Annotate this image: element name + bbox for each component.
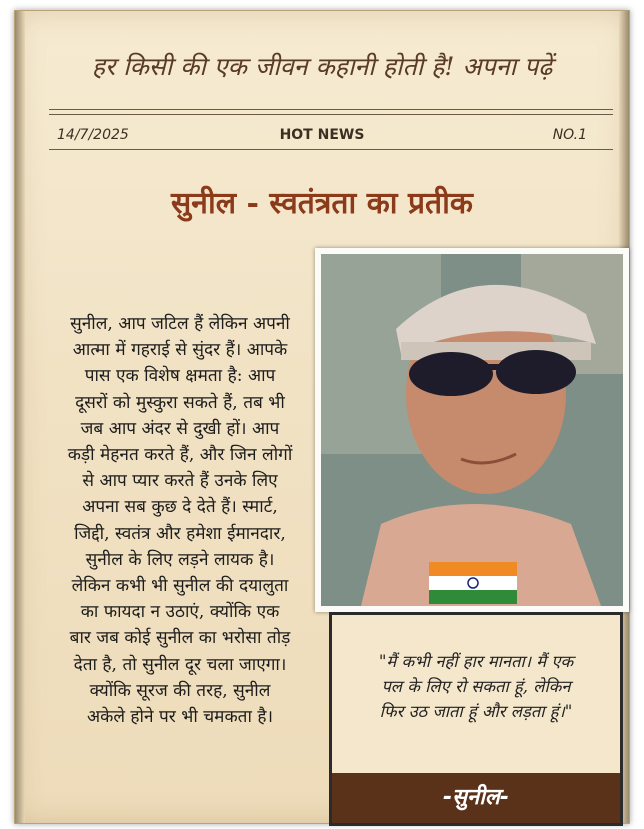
body-line: सुनील के लिए लड़ने लायक है। xyxy=(85,549,275,570)
body-line: आत्मा में गहराई से सुंदर हैं। आपके xyxy=(72,340,288,361)
quote-text xyxy=(338,649,614,724)
portrait-illustration xyxy=(321,254,623,606)
body-line: सुनील, आप जटिल हैं लेकिन अपनी xyxy=(70,314,290,334)
body-line: अकेले होने पर भी चमकता है। xyxy=(86,707,274,728)
portrait-photo xyxy=(315,248,629,612)
body-line: जब आप अंदर से दुखी हों। आप xyxy=(80,418,280,439)
body-line: अपना सब कुछ दे देते हैं। स्मार्ट, xyxy=(82,497,278,518)
quote-box xyxy=(329,612,623,826)
quote-line: फिर उठ जाता हूं और लड़ता हूं।" xyxy=(379,702,573,721)
body-line: पास एक विशेष क्षमता है: आप xyxy=(84,366,276,387)
top-rule xyxy=(49,109,613,110)
bottom-rule xyxy=(49,149,613,150)
body-line: देता है, तो सुनील दूर चला जाएगा। xyxy=(73,654,287,675)
article-body xyxy=(35,311,325,730)
body-line: जिद्दी, स्वतंत्र और हमेशा ईमानदार, xyxy=(74,523,286,544)
body-line: लेकिन कभी भी सुनील की दयालुता xyxy=(71,576,289,597)
body-line: कड़ी मेहनत करते हैं, और जिन लोगों xyxy=(67,445,293,466)
newspaper-page xyxy=(14,10,630,824)
top-rule-double xyxy=(49,114,613,115)
issue-number: NO.1 xyxy=(552,127,587,143)
section-label: HOT NEWS xyxy=(279,127,365,143)
body-line: क्योंकि सूरज की तरह, सुनील xyxy=(89,680,271,701)
signature: -सुनील- xyxy=(332,773,620,823)
quote-line: पल के लिए रो सकता हूं, लेकिन xyxy=(381,677,571,696)
body-line: से आप प्यार करते हैं उनके लिए xyxy=(82,471,278,492)
article-title: सुनील - स्वतंत्रता का प्रतीक xyxy=(171,186,473,221)
headline: हर किसी की एक जीवन कहानी होती है! अपना पढ़ें xyxy=(91,52,553,81)
body-line: का फायदा न उठाएं, क्योंकि एक xyxy=(80,602,280,623)
body-line: दूसरों को मुस्कुरा सकते हैं, तब भी xyxy=(75,392,285,413)
quote-line: "मैं कभी नहीं हार मानता। मैं एक xyxy=(378,652,574,671)
issue-date: 14/7/2025 xyxy=(57,127,129,143)
body-line: बार जब कोई सुनील का भरोसा तोड़ xyxy=(69,628,291,649)
